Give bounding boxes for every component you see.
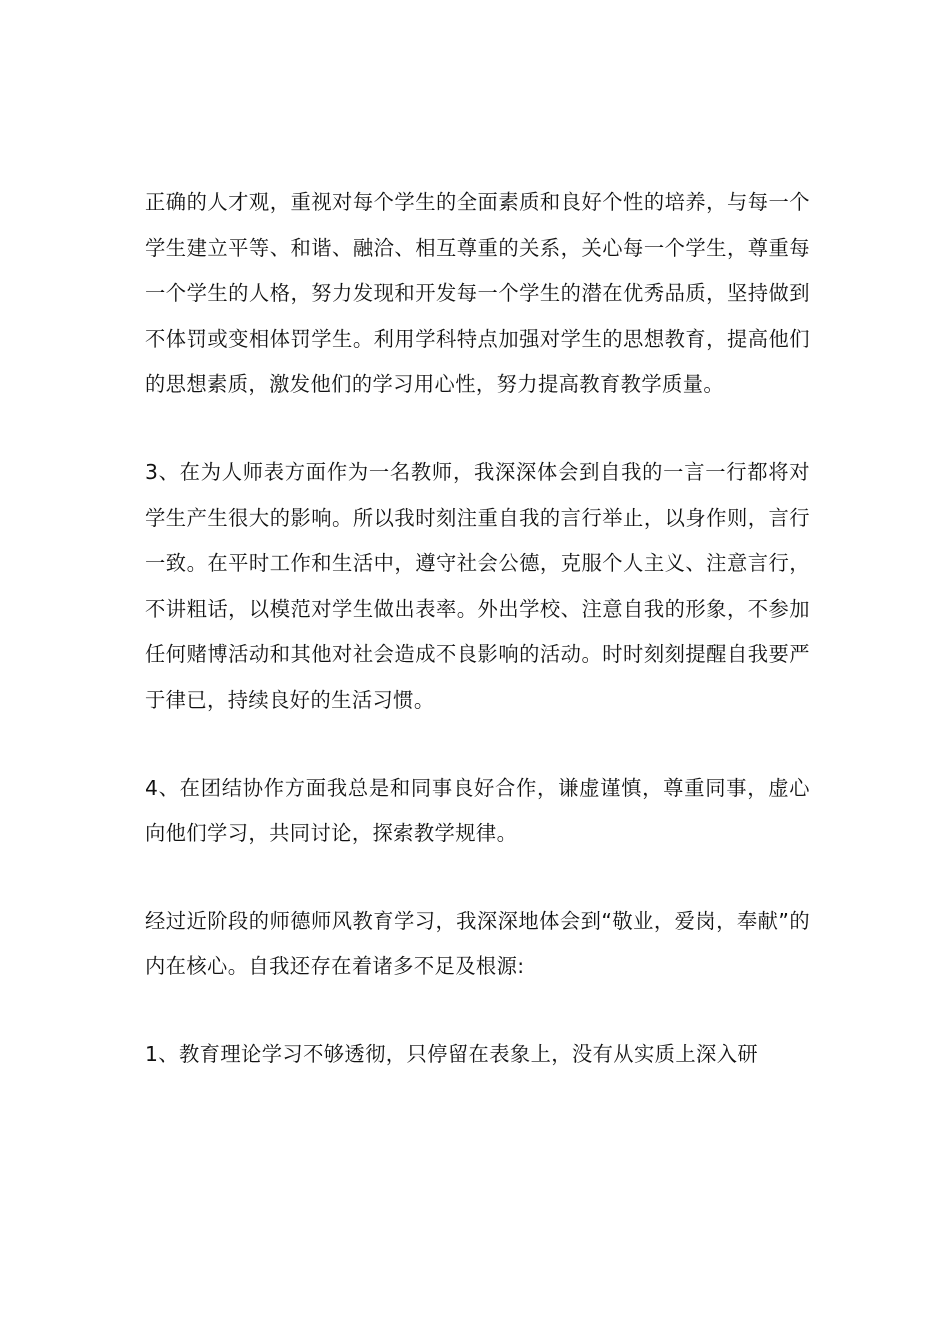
- paragraph-teamwork: 4、在团结协作方面我总是和同事良好合作，谦虚谨慎，尊重同事，虚心向他们学习，共同讨论，探索教学规律。: [145, 775, 810, 846]
- paragraph-spacer: [145, 724, 810, 766]
- paragraph-talent-view: 正确的人才观，重视对每个学生的全面素质和良好个性的培养，与每一个学生建立平等、和谐、融洽、相互尊重的关系，关心每一个学生，尊重每一个学生的人格，努力发现和开发每一个学生的潜在优秀品质，坚持做到不体罚或变相体罚学生。利用学科特点加强对学生的思想教育，提高他们的思想素质，激发他们的学习用心性，努力提高教育教学质量。: [145, 190, 810, 397]
- paragraph-spacer: [145, 857, 810, 899]
- paragraph-shortcoming-1: 1、教育理论学习不够透彻，只停留在表象上，没有从实质上深入研: [145, 1041, 759, 1066]
- paragraph-spacer: [145, 408, 810, 450]
- document-body: [145, 180, 810, 1078]
- paragraph-teacher-example: 3、在为人师表方面作为一名教师，我深深体会到自我的一言一行都将对学生产生很大的影响。所以我时刻注重自我的言行举止，以身作则，言行一致。在平时工作和生活中，遵守社会公德，克服个人主义、注意言行，不讲粗话，以模范对学生做出表率。外出学校、注意自我的形象，不参加任何赌博活动和其他对社会造成不良影响的活动。时时刻刻提醒自我要严于律已，持续良好的生活习惯。: [145, 459, 810, 712]
- paragraph-spacer: [145, 990, 810, 1032]
- paragraph-study-summary: 经过近阶段的师德师风教育学习，我深深地体会到“敬业，爱岗，奉献”的内在核心。自我还存在着诸多不足及根源:: [145, 908, 810, 979]
